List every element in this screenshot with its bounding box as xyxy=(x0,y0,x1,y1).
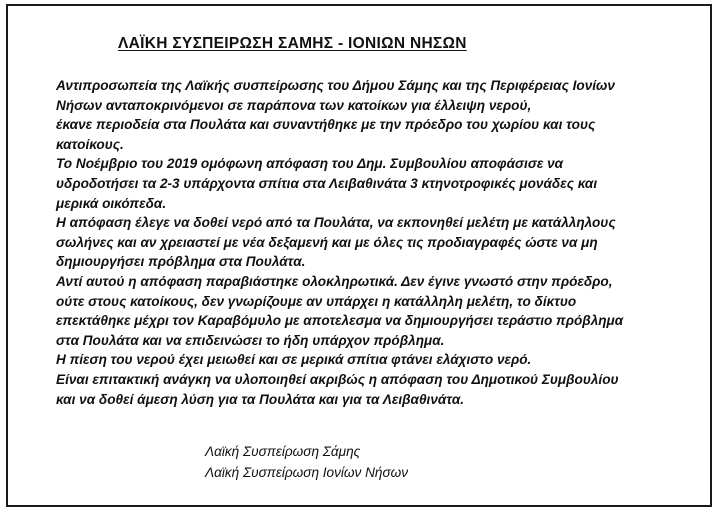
signature-line: Λαϊκή Συσπείρωση Ιονίων Νήσων xyxy=(205,465,409,480)
body-line: στα Πουλάτα και να επιδεινώσει το ήδη υπάρχον πρόβλημα. xyxy=(56,332,445,348)
body-line: Νήσων ανταποκρινόμενοι σε παράπονα των κατοίκων για έλλειψη νερού, xyxy=(56,97,532,113)
signature-block xyxy=(205,441,408,483)
body-line: και να δοθεί άμεση λύση για τα Πουλάτα και για τα Λειβαθινάτα. xyxy=(56,391,465,407)
body-line: μερικά οικόπεδα. xyxy=(56,195,167,211)
document-body xyxy=(56,76,706,409)
body-line: Η απόφαση έλεγε να δοθεί νερό από τα Πουλάτα, να εκπονηθεί μελέτη με κατάλληλους xyxy=(56,215,616,231)
body-line: επεκτάθηκε μέχρι τον Καραβόμυλο με αποτελεσμα να δημιουργήσει τεράστιο πρόβλημα xyxy=(56,313,624,329)
body-line: ούτε στους κατοίκους, δεν γνωρίζουμε αν υπάρχει η κατάλληλη μελέτη, το δίκτυο xyxy=(56,293,577,309)
body-line: Αντιπροσωπεία της Λαϊκής συσπείρωσης του Δήμου Σάμης και της Περιφέρειας Ιονίων xyxy=(56,78,615,93)
body-line: υδροδοτήσει τα 2-3 υπάρχοντα σπίτια στα Λειβαθινάτα 3 κτηνοτροφικές μονάδες και xyxy=(56,175,598,191)
body-line: Η πίεση του νερού έχει μειωθεί και σε μερικά σπίτια φτάνει ελάχιστο νερό. xyxy=(56,352,532,368)
body-line: Αντί αυτού η απόφαση παραβιάστηκε ολοκληρωτικά. Δεν έγινε γνωστό στην πρόεδρο, xyxy=(56,273,613,289)
body-line: κατοίκους. xyxy=(56,136,124,152)
signature-line: Λαϊκή Συσπείρωση Σάμης xyxy=(205,444,361,459)
body-line: δημιουργήσει πρόβλημα στα Πουλάτα. xyxy=(56,254,306,270)
body-line: έκανε περιοδεία στα Πουλάτα και συναντήθηκε με την πρόεδρο του χωρίου και τους xyxy=(56,117,596,133)
body-line: σωλήνες και αν χρειαστεί με νέα δεξαμενή και με όλες τις προδιαγραφές ώστε να μη xyxy=(56,234,598,250)
body-line: Το Νοέμβριο του 2019 ομόφωνη απόφαση του Δημ. Συμβουλίου αποφάσισε να xyxy=(56,156,564,172)
body-line: Είναι επιτακτική ανάγκη να υλοποιηθεί ακριβώς η απόφαση του Δημοτικού Συμβουλίου xyxy=(56,371,619,387)
document-title: ΛΑΪΚΗ ΣΥΣΠΕΙΡΩΣΗ ΣΑΜΗΣ - ΙΟΝΙΩΝ ΝΗΣΩΝ xyxy=(118,35,467,52)
